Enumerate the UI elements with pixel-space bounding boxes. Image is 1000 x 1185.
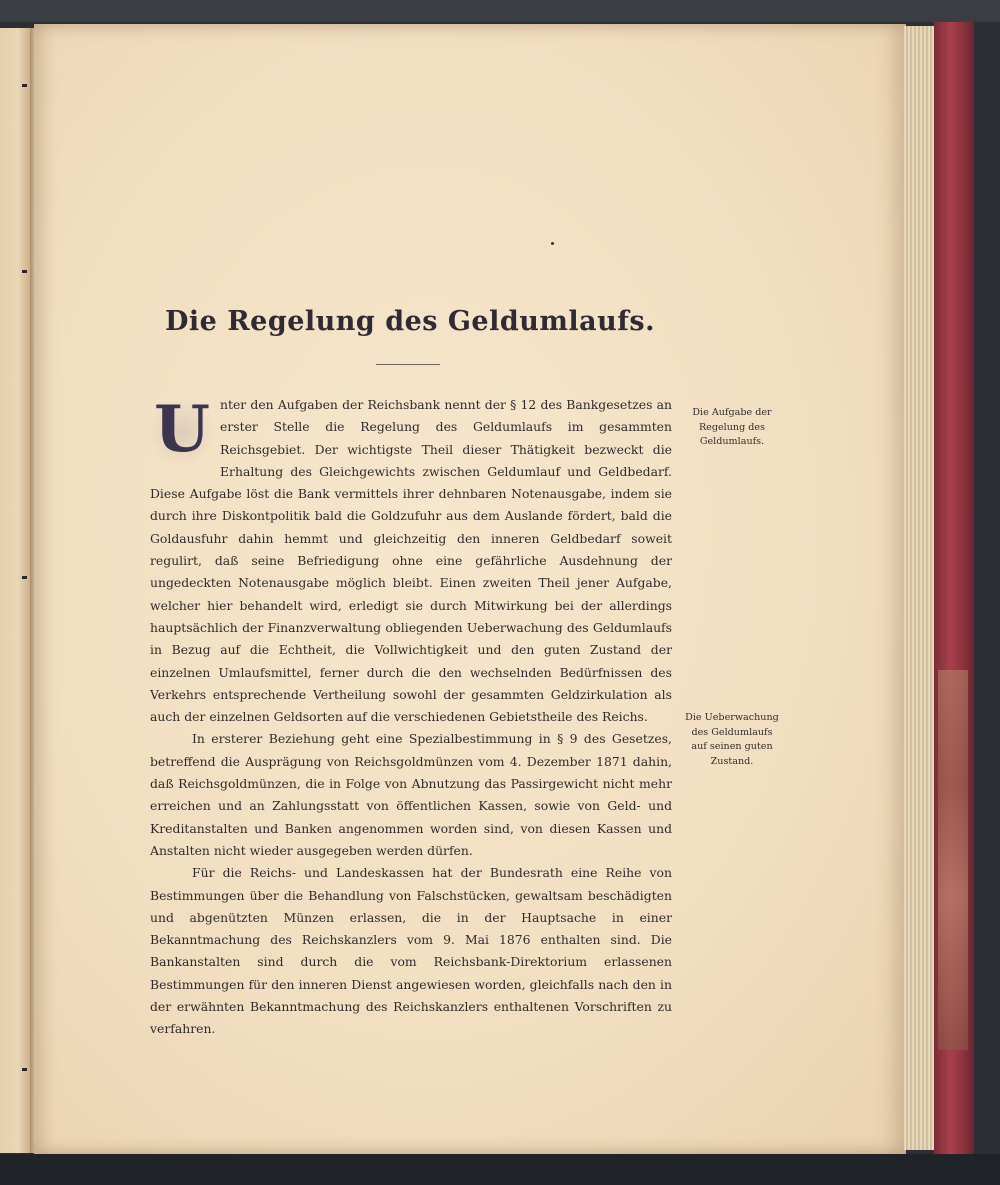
ink-speck <box>551 242 554 245</box>
page-title: Die Regelung des Geldumlaufs. <box>164 306 656 337</box>
ornamental-drop-cap: U <box>150 396 214 468</box>
binding-stitch-mark <box>22 270 27 273</box>
binding-stitch-mark <box>22 84 27 87</box>
title-divider <box>376 364 440 365</box>
page-stack-edge <box>904 26 938 1150</box>
cover-wear-patch <box>938 670 968 1050</box>
left-facing-page-edge <box>0 28 30 1153</box>
scan-background-top <box>0 0 1000 22</box>
binding-stitch-mark <box>22 1068 27 1071</box>
paragraph-1-text: nter den Aufgaben der Reichsbank nennt der § 12 des Bankgesetzes an erster Stelle die Regelung des Geldumlaufs im gesammten Reichsgebiet. Der wichtigste Theil dieser Thätigkeit bezweckt die Erhaltung des Gleichgewichts zwischen Geldumlauf und Geldbedarf. Diese Aufgabe löst die Bank vermittels ihrer dehnbaren Notenausgabe, indem sie durch ihre Diskontpolitik bald die Goldzufuhr aus dem Auslande fördert, bald die Goldausfuhr dahin hemmt und gleichzeitig den inneren Geldbedarf soweit regulirt, daß seine Befriedigung ohne eine gefährliche Ausdehnung der ungedeckten Notenausgabe möglich bleibt. Einen zweiten Theil jener Aufgabe, welcher hier behandelt wird, erledigt sie durch Mitwirkung bei der allerdings hauptsächlich der Finanzverwaltung obliegenden Ueberwachung des Geldumlaufs in Bezug auf die Echtheit, die Vollwichtigkeit und den guten Zustand der einzelnen Umlaufsmittel, ferner durch die den wechselnden Bedürfnissen des Verkehrs entsprechende Vertheilung sowohl der gesammten Geldzirkulation als auch der einzelnen Geldsorten auf die verschiedenen Gebietstheile des Reichs. <box>150 397 672 725</box>
body-text <box>150 394 672 1041</box>
paragraph-1 <box>150 394 672 728</box>
paragraph-3: Für die Reichs- und Landeskassen hat der Bundesrath eine Reihe von Bestimmungen über die Behandlung von Falschstücken, gewaltsam beschädigten und abgenützten Münzen erlassen, die in der Hauptsache in einer Bekanntmachung des Reichskanzlers vom 9. Mai 1876 enthalten sind. Die Bankanstalten sind durch die vom Reichsbank-Direktorium erlassenen Bestimmungen für den inneren Dienst angewiesen worden, gleichfalls nach den in der erwähnten Bekanntmachung des Reichskanzlers enthaltenen Vorschriften zu verfahren. <box>150 865 672 1037</box>
binding-stitch-mark <box>22 576 27 579</box>
margin-note-1: Die Aufgabe der Regelung des Geldumlaufs. <box>692 407 772 447</box>
paragraph-2: In ersterer Beziehung geht eine Spezialbestimmung in § 9 des Gesetzes, betreffend die Ausprägung von Reichsgoldmünzen vom 4. Dezember 1871 dahin, daß Reichsgoldmünzen, die in Folge von Abnutzung das Passirgewicht nicht mehr erreichen und an Zahlungsstatt von öffentlichen Kassen, sowie von Geld- und Kreditanstalten und Banken angenommen worden sind, von diesen Kassen und Anstalten nicht wieder ausgegeben werden dürfen. <box>150 731 672 858</box>
margin-note-2: Die Ueberwachung des Geldumlaufs auf seinen guten Zustand. <box>685 712 779 767</box>
scan-background-bottom <box>0 1154 1000 1185</box>
